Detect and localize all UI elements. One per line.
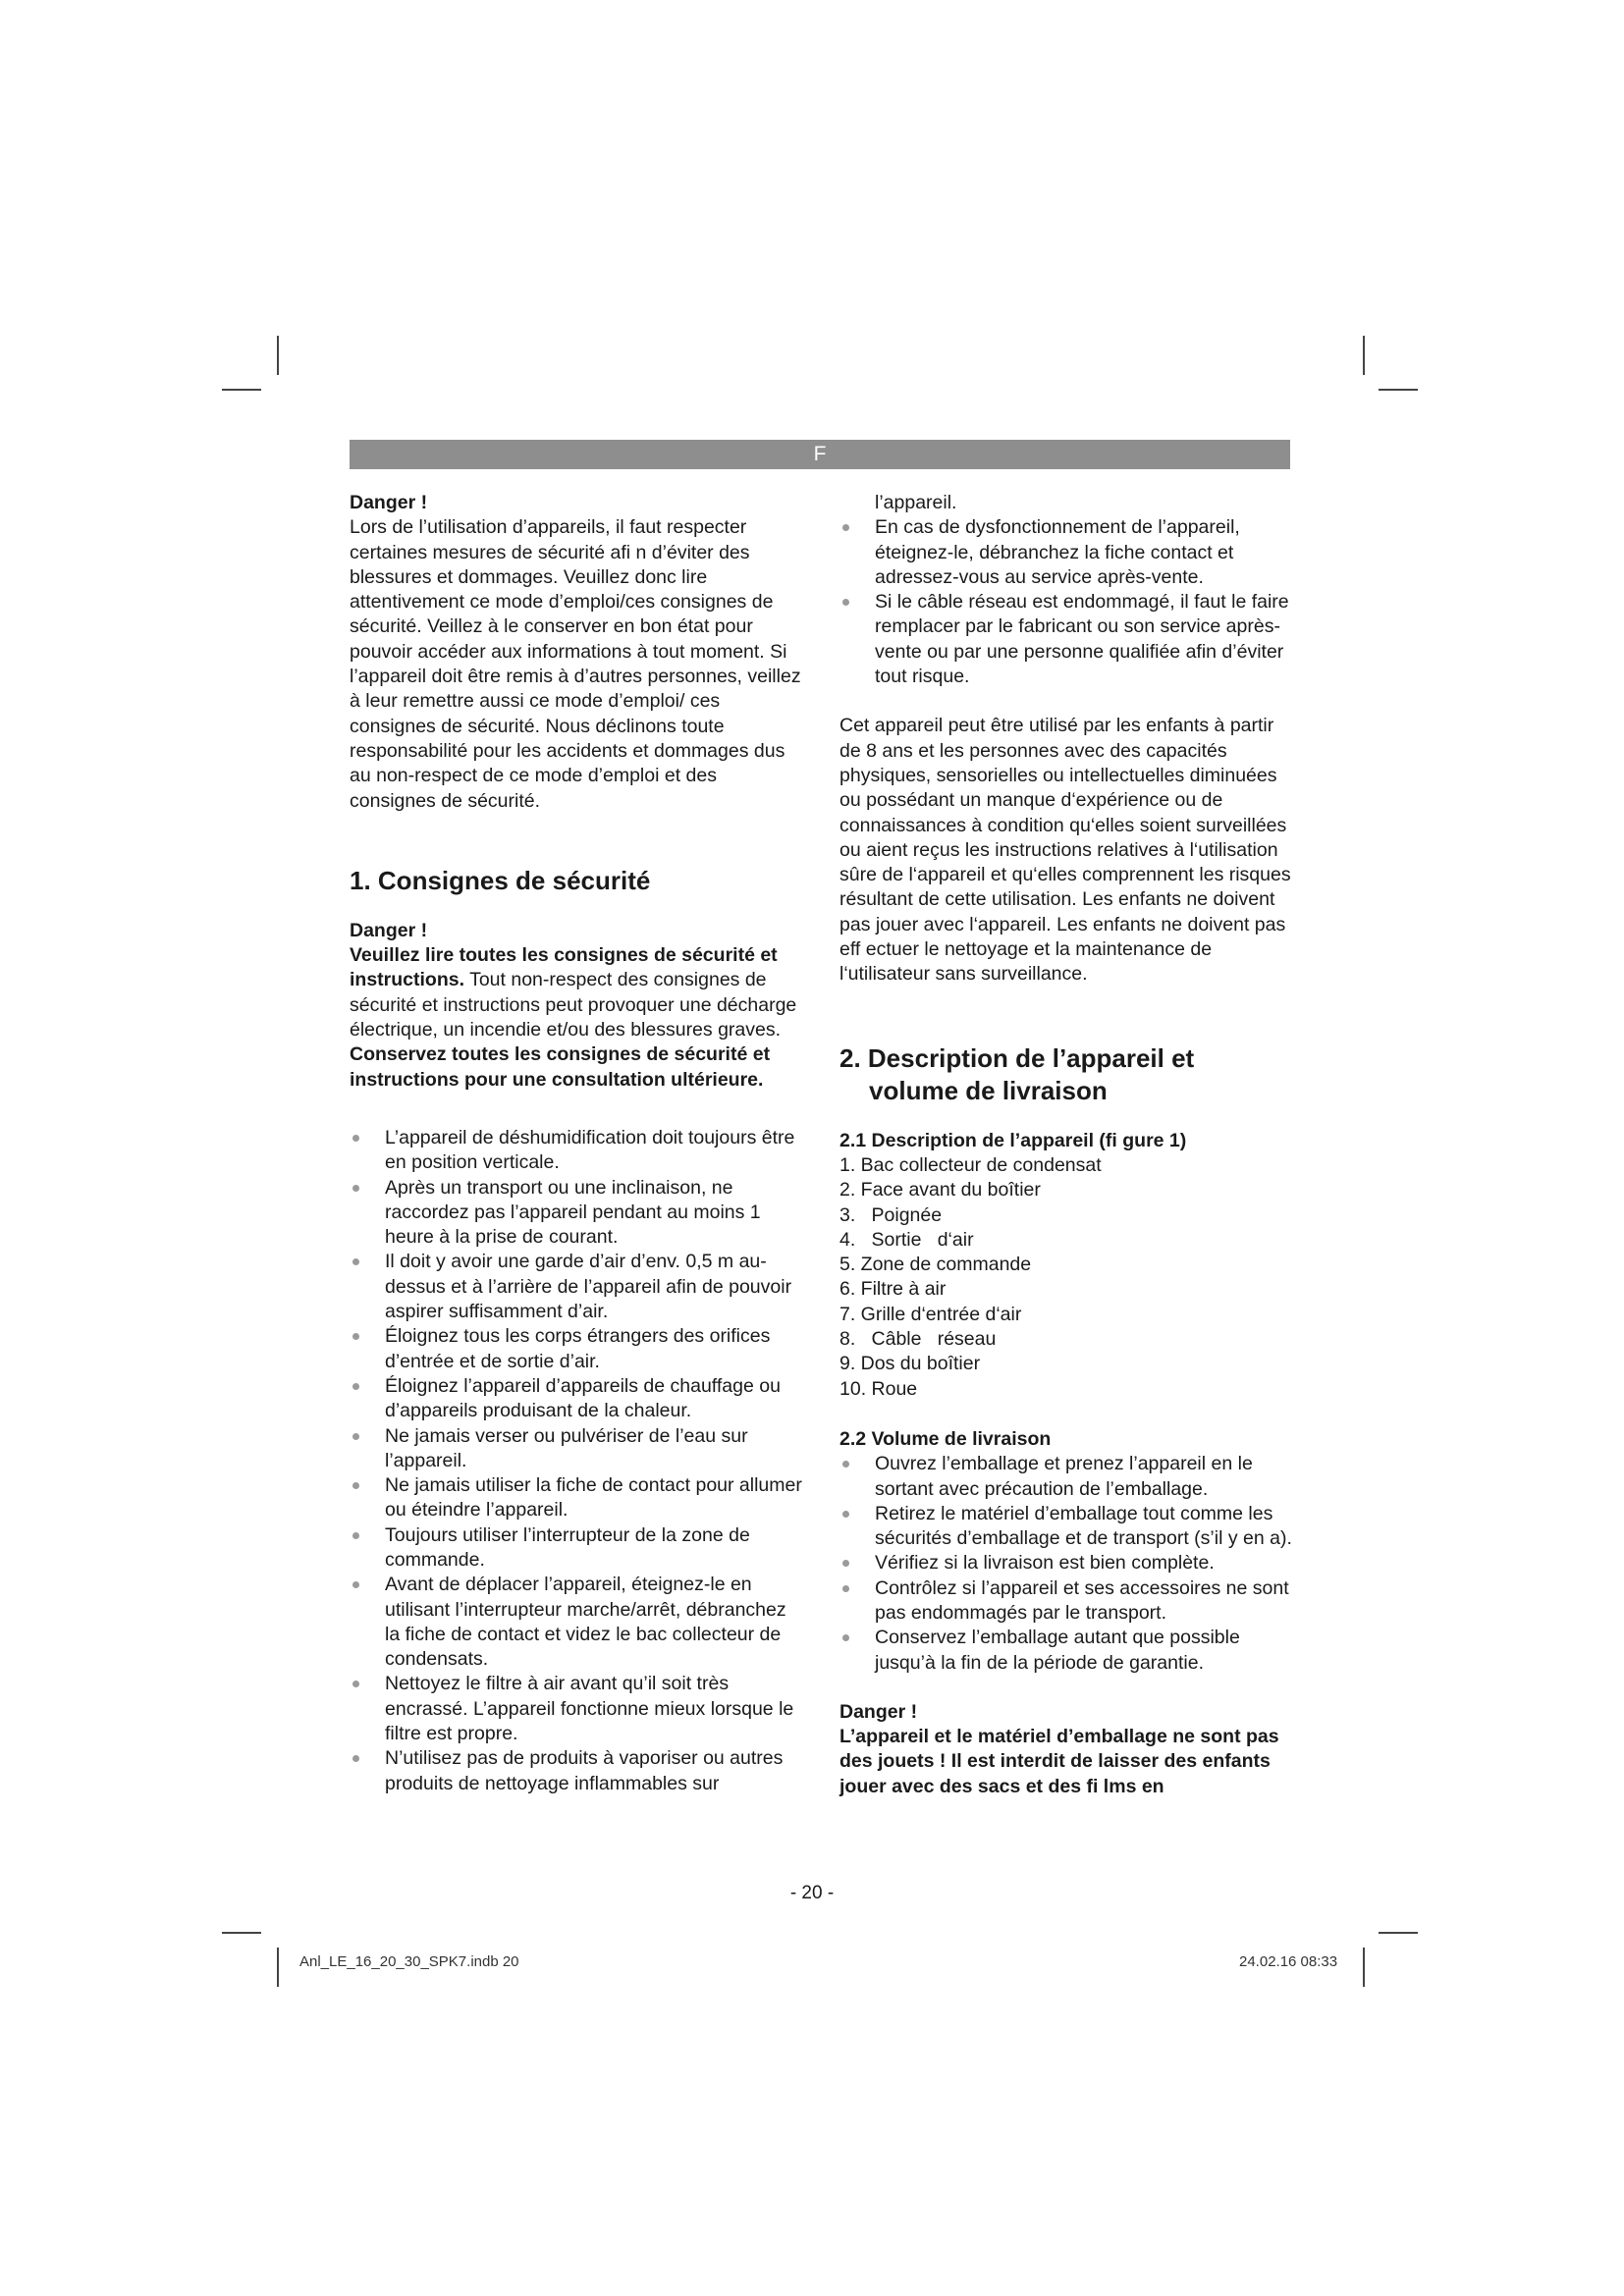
list-item: Ouvrez l’emballage et prenez l’appareil en le sortant avec précaution de l’emballage. bbox=[839, 1452, 1293, 1502]
list-item: Toujours utiliser l’interrupteur de la zone de commande. bbox=[350, 1523, 803, 1574]
section-heading: 1. Consignes de sécurité bbox=[350, 865, 651, 895]
bullet-icon bbox=[352, 1532, 359, 1539]
danger-title: Danger ! bbox=[350, 919, 428, 941]
crop-mark bbox=[1379, 389, 1418, 391]
list-item: 8. Câble réseau bbox=[839, 1328, 997, 1351]
danger-title: Danger ! bbox=[839, 1700, 918, 1723]
list-item: Retirez le matériel d’emballage tout comme les sécurités d’emballage et de transport (s’il y en a). bbox=[839, 1502, 1293, 1552]
bullet-icon bbox=[352, 1482, 359, 1489]
danger-intro-text: Lors de l’utilisation d’appareils, il faut respecter certaines mesures de sécurité afi n d’éviter des blessures et dommages. Veuillez donc lire attentivement ce mode d’emploi/ces consignes de sécurité. Veillez à le conserver en bon état pour pouvoir accéder aux informations à tout moment. Si l’appareil doit être remis à d’autres personnes, veillez à leur remettre aussi ce mode d’emploi/ ces consignes de sécurité. Nous déclinons toute responsabilité pour les accidents et dommages dus au non-respect de ce mode d’emploi et des consignes de sécurité. bbox=[350, 516, 801, 812]
bullet-icon bbox=[352, 1333, 359, 1340]
bullet-icon bbox=[842, 599, 849, 606]
list-item: En cas de dysfonctionnement de l’appareil, éteignez-le, débranchez la fiche contact et adressez-vous au service après-vente. bbox=[839, 515, 1293, 590]
list-item: 2. Face avant du boîtier bbox=[839, 1179, 1041, 1201]
continued-text: l’appareil. bbox=[875, 492, 957, 513]
list-item: N’utilisez pas de produits à vaporiser ou autres produits de nettoyage inflammables sur bbox=[350, 1746, 803, 1796]
language-header-bar bbox=[350, 440, 1290, 469]
crop-mark bbox=[222, 1932, 261, 1934]
crop-mark bbox=[277, 336, 279, 375]
print-file-name: Anl_LE_16_20_30_SPK7.indb 20 bbox=[299, 1953, 519, 1970]
page-number: - 20 - bbox=[789, 1883, 835, 1903]
children-paragraph: Cet appareil peut être utilisé par les enfants à partir de 8 ans et les personnes avec des capacités physiques, sensorielles ou intellectuelles diminuées ou possédant un manque d‘expérience ou de connaissances à condition qu‘elles soient surveillées ou aient reçus les instructions relatives à l‘utilisation sûre de l‘appareil et qu‘elles comprennent les risques résultant de cette utilisation. Les enfants ne doivent pas jouer avec l‘appareil. Les enfants ne doivent pas eff ectuer le nettoyage et la maintenance de l‘utilisateur sans surveillance. bbox=[839, 715, 1291, 986]
safety-bullet-list bbox=[350, 1126, 803, 1796]
list-item: L’appareil de déshumidification doit toujours être en position verticale. bbox=[350, 1126, 803, 1176]
crop-mark bbox=[1379, 1932, 1418, 1934]
list-item: 9. Dos du boîtier bbox=[839, 1353, 981, 1375]
list-item: 5. Zone de commande bbox=[839, 1254, 1032, 1276]
list-item: Après un transport ou une inclinaison, ne raccordez pas l’appareil pendant au moins 1 heure à la prise de courant. bbox=[350, 1176, 803, 1251]
list-item: Ne jamais utiliser la fiche de contact pour allumer ou éteindre l’appareil. bbox=[350, 1473, 803, 1523]
bullet-icon bbox=[842, 1634, 849, 1641]
crop-mark bbox=[1363, 1948, 1365, 1987]
list-item: 6. Filtre à air bbox=[839, 1278, 947, 1301]
list-item: 4. Sortie d‘air bbox=[839, 1228, 974, 1251]
subsection-heading: 2.1 Description de l’appareil (fi gure 1) bbox=[839, 1129, 1187, 1151]
bullet-icon bbox=[842, 1511, 849, 1518]
print-date-time: 24.02.16 08:33 bbox=[1239, 1953, 1338, 1970]
bullet-icon bbox=[842, 1560, 849, 1567]
section-heading bbox=[839, 1042, 1293, 1107]
list-item: 7. Grille d‘entrée d‘air bbox=[839, 1303, 1022, 1325]
right-column bbox=[839, 491, 1293, 1799]
danger-title: Danger ! bbox=[350, 492, 428, 513]
instruction-text: Tout non-respect des consignes de sécurité et instructions peut provoquer une décharge électrique, un incendie et/ou des blessures graves. bbox=[350, 969, 797, 1041]
list-item: Si le câble réseau est endommagé, il faut le faire remplacer par le fabricant ou son service après-vente ou par une personne qualifiée afin d’éviter tout risque. bbox=[839, 590, 1293, 689]
safety-bullet-list bbox=[839, 515, 1293, 689]
danger-warning-text: L’appareil et le matériel d’emballage ne sont pas des jouets ! Il est interdit de laisser des enfants jouer avec des sacs et des fi lms en bbox=[839, 1726, 1279, 1797]
left-column bbox=[350, 491, 803, 1796]
bullet-icon bbox=[842, 1461, 849, 1468]
bullet-icon bbox=[352, 1185, 359, 1192]
subsection-heading: 2.2 Volume de livraison bbox=[839, 1427, 1052, 1450]
bullet-icon bbox=[352, 1755, 359, 1762]
list-item: Éloignez tous les corps étrangers des orifices d’entrée et de sortie d’air. bbox=[350, 1324, 803, 1374]
crop-mark bbox=[277, 1948, 279, 1987]
list-item: Il doit y avoir une garde d’air d’env. 0,5 m au-dessus et à l’arrière de l’appareil afin de pouvoir aspirer suffisamment d’air. bbox=[350, 1250, 803, 1324]
list-item: Conservez l’emballage autant que possible jusqu’à la fin de la période de garantie. bbox=[839, 1626, 1293, 1676]
bold-instruction: Conservez toutes les consignes de sécurité et instructions pour une consultation ultérieure. bbox=[350, 1043, 771, 1091]
parts-list bbox=[839, 1153, 1293, 1402]
section-heading-line: 2. Description de l’appareil et bbox=[839, 1042, 1195, 1073]
list-item: Avant de déplacer l’appareil, éteignez-le en utilisant l’interrupteur marche/arrêt, débranchez la fiche de contact et videz le bac collecteur de condensats. bbox=[350, 1573, 803, 1672]
bullet-icon bbox=[352, 1433, 359, 1440]
bullet-icon bbox=[352, 1258, 359, 1265]
list-item: Ne jamais verser ou pulvériser de l’eau sur l’appareil. bbox=[350, 1424, 803, 1474]
bullet-icon bbox=[352, 1681, 359, 1687]
list-item: Éloignez l’appareil d’appareils de chauffage ou d’appareils produisant de la chaleur. bbox=[350, 1374, 803, 1424]
bullet-icon bbox=[842, 1585, 849, 1592]
delivery-bullet-list bbox=[839, 1452, 1293, 1676]
bullet-icon bbox=[352, 1383, 359, 1390]
list-item: Contrôlez si l’appareil et ses accessoires ne sont pas endommagés par le transport. bbox=[839, 1576, 1293, 1627]
bullet-icon bbox=[842, 524, 849, 531]
safety-intro-paragraph bbox=[350, 943, 803, 1042]
bullet-icon bbox=[352, 1135, 359, 1142]
list-item: Nettoyez le filtre à air avant qu’il soit très encrassé. L’appareil fonctionne mieux lorsque le filtre est propre. bbox=[350, 1672, 803, 1746]
bullet-icon bbox=[352, 1581, 359, 1588]
crop-mark bbox=[1363, 336, 1365, 375]
section-letter: F bbox=[813, 443, 827, 465]
section-heading-line: volume de livraison bbox=[869, 1075, 1108, 1105]
list-item: 10. Roue bbox=[839, 1377, 918, 1400]
bold-instruction: Veuillez lire toutes les consignes de sécurité et instructions. bbox=[350, 944, 778, 991]
list-item: Vérifiez si la livraison est bien complète. bbox=[839, 1551, 1293, 1575]
list-item: 3. Poignée bbox=[839, 1203, 943, 1226]
list-item: 1. Bac collecteur de condensat bbox=[839, 1153, 1102, 1176]
crop-mark bbox=[222, 389, 261, 391]
